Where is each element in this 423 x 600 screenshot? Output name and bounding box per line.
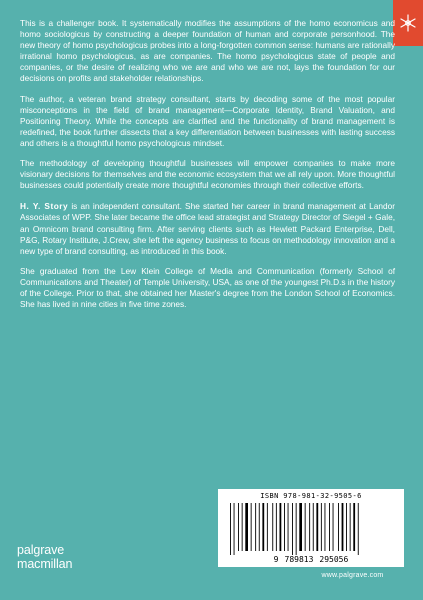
barcode-bar <box>284 503 285 551</box>
barcode-bar <box>251 503 252 551</box>
barcode-bar <box>321 503 322 551</box>
barcode-bar <box>292 503 293 555</box>
isbn-number: ISBN 978-981-32-9505-6 <box>260 492 362 500</box>
barcode-bar <box>299 503 302 551</box>
barcode-bar <box>272 503 273 551</box>
blurb-paragraph-2: The author, a veteran brand strategy consultant, starts by decoding some of the most popular misconceptions in the field of brand management—Corporate Identity, Brand Valuation, and Positioning Theory. While the concepts are clarified and the functionality of brand management is redefined, the book further dissects that a key differentiation between businesses with lasting success and others is a thoughtful homo psychologicus mindset. <box>20 93 395 148</box>
barcode-bar <box>333 503 334 551</box>
barcode-bar <box>245 503 248 551</box>
barcode-bar <box>242 503 243 551</box>
author-name: H. Y. Story <box>20 201 69 212</box>
author-bio-text: is an independent consultant. She started her career in brand management at Landor Associates of WPP. She later became the office lead strategist and Strategy Director of Siegel + Gale, an Omnicom brand consulting firm. After serving clients such as Hewlett Packard Enterprise, Dell, P&G, Rotary Institute, J.Crew, she left the agency business to focus on methodology innovation and a new type of brand consulting, as introduced in this book. <box>20 201 395 256</box>
barcode-bar <box>267 503 268 551</box>
asterisk-snowflake-icon <box>398 13 418 33</box>
barcode-bar <box>309 503 310 551</box>
barcode-digits-left: 789813 <box>284 555 314 564</box>
barcode-bar <box>259 503 260 551</box>
isbn-barcode <box>218 489 404 567</box>
barcode-digits-right: 295056 <box>319 555 349 564</box>
barcode-bar <box>325 503 326 551</box>
publisher-logo <box>17 543 127 571</box>
author-bio-paragraph-1 <box>20 201 395 256</box>
barcode-bar <box>276 503 277 551</box>
barcode-bar <box>358 503 359 555</box>
barcode-bar <box>288 503 289 551</box>
barcode-digits <box>218 555 404 564</box>
barcode-bar <box>350 503 351 551</box>
publisher-url: www.palgrave.com <box>321 572 384 579</box>
back-cover-text <box>20 18 395 319</box>
corner-badge <box>393 0 423 46</box>
barcode-bars <box>226 503 396 555</box>
barcode-bar <box>329 503 330 551</box>
author-bio-paragraph-2: She graduated from the Lew Klein College of Media and Communication (formerly School of Communications and Theater) of Temple University, USA, as one of the youngest Ph.D.s in the history of the College. Prior to that, she obtained her Master's degree from the London School of Economics. She has lived in nine cities in five time zones. <box>20 265 395 310</box>
barcode-bar <box>346 503 347 551</box>
barcode-bar <box>305 503 306 551</box>
barcode-bar <box>255 503 256 551</box>
publisher-logo-line1: palgrave <box>17 543 65 557</box>
barcode-bar <box>230 503 231 555</box>
barcode-bar <box>353 503 355 551</box>
blurb-paragraph-3: The methodology of developing thoughtful businesses will empower companies to make more visionary decisions for themselves and the economic ecosystem that we all rely upon. More thoughtful businesses could potentially create more thoughtful economies through their collective efforts. <box>20 158 395 191</box>
barcode-bar <box>296 503 297 555</box>
barcode-bar <box>342 503 344 551</box>
blurb-paragraph-1: This is a challenger book. It systematically modifies the assumptions of the homo economicus and homo sociologicus by constructing a deeper foundation of human and corporate personhood. The new theory of homo psychologicus probes into a long-forgotten common sense: humans are rationally irrational homo psychologicus, as are companies. The homo psychologicus state of people and companies, or the desire of realizing who we are and who we are not, lays the foundation for our decisions on profits and stakeholder relationships. <box>20 18 395 84</box>
barcode-bar <box>338 503 339 551</box>
barcode-bar <box>238 503 239 551</box>
publisher-logo-line2: macmillan <box>17 557 73 571</box>
barcode-bar <box>234 503 235 555</box>
barcode-bar <box>262 503 264 551</box>
barcode-bar <box>280 503 282 551</box>
barcode-bar <box>316 503 318 551</box>
barcode-digit-first: 9 <box>273 555 279 564</box>
barcode-bar <box>313 503 314 551</box>
